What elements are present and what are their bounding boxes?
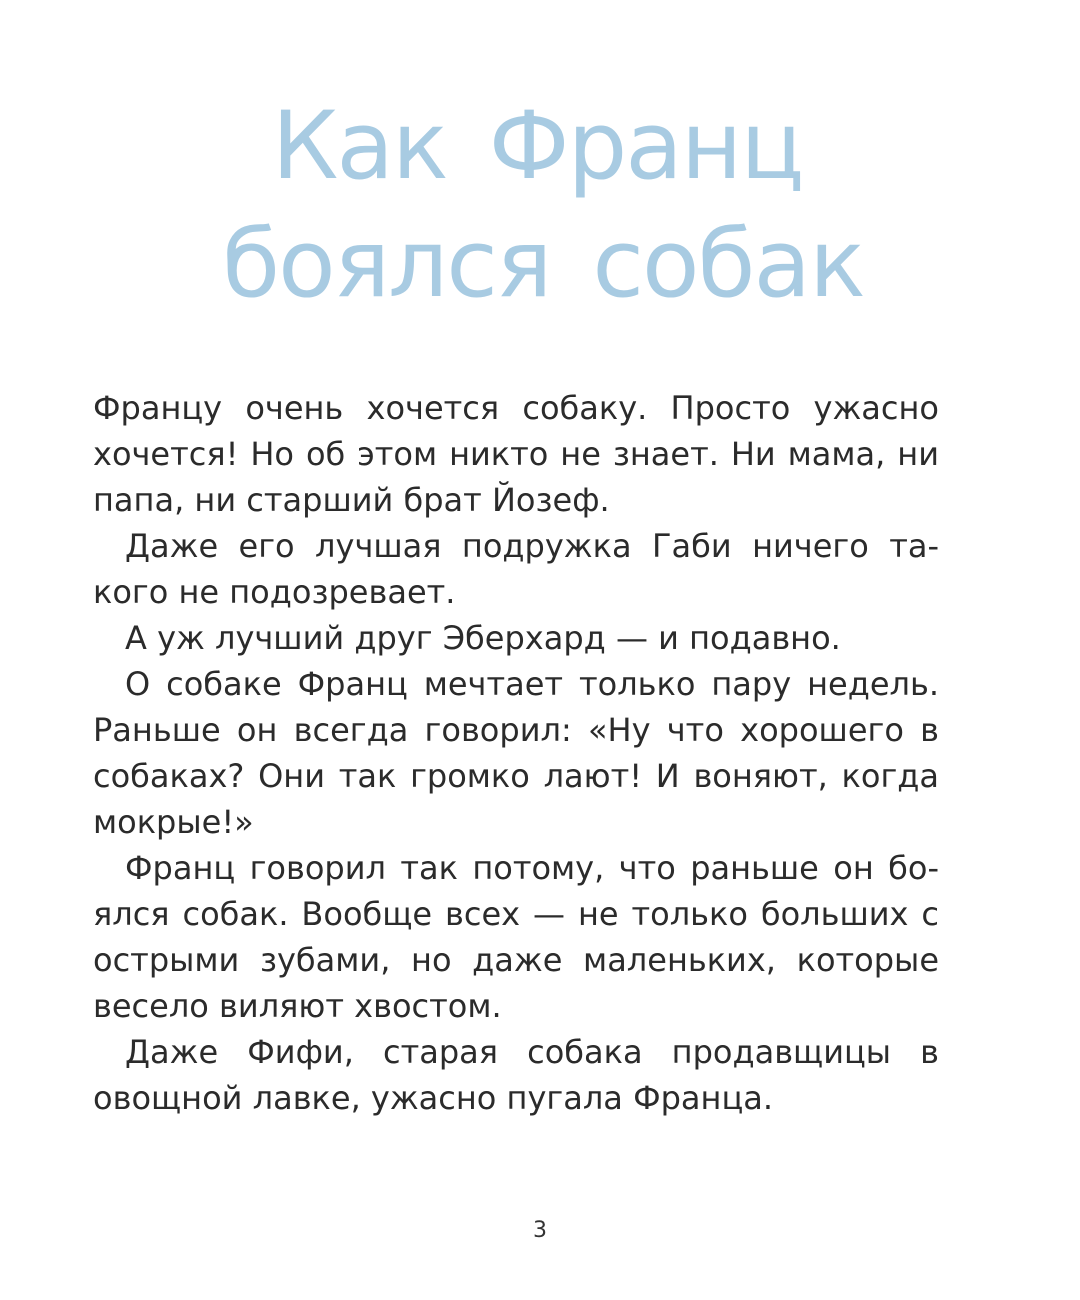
paragraph-5: Франц говорил так потому, что раньше он боялся собак. Вообще всех — не только больших с острыми зубами, но даже маленьких, которые весело виляют хвостом. xyxy=(93,849,939,1025)
paragraph-4: О собаке Франц мечтает только пару недель. Раньше он всегда говорил: «Ну что хорошего в собаках? Они так громко лают! И воняют, когда мокрые!» xyxy=(93,665,939,841)
page-number: 3 xyxy=(533,1218,547,1243)
chapter-title-line-1: Как Франц xyxy=(271,92,803,201)
chapter-body xyxy=(93,385,939,1121)
chapter-title xyxy=(0,88,1080,324)
paragraph-2: Даже его лучшая подружка Габи ничего такого не подозревает. xyxy=(93,527,939,611)
paragraph-3: А уж лучший друг Эберхард — и подавно. xyxy=(125,619,841,657)
chapter-title-line-2: боялся собак xyxy=(222,210,864,319)
paragraph-6: Даже Фифи, старая собака продавщицы в овощной лавке, ужасно пугала Франца. xyxy=(93,1033,939,1117)
paragraph-1: Францу очень хочется собаку. Просто ужасно хочется! Но об этом никто не знает. Ни мама, ни папа, ни старший брат Йозеф. xyxy=(93,389,939,519)
